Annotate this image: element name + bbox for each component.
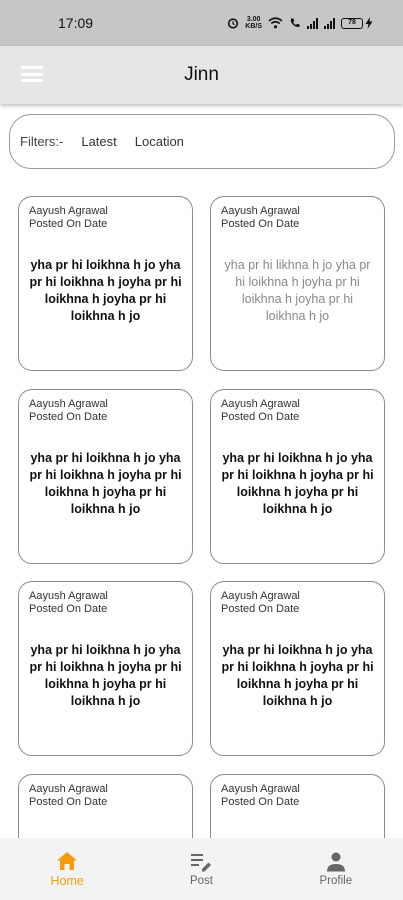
post-card[interactable] bbox=[18, 389, 193, 564]
post-date: Posted On Date bbox=[221, 218, 300, 230]
post-author: Aayush Agrawal bbox=[221, 783, 300, 795]
network-speed bbox=[245, 16, 262, 30]
battery-icon bbox=[341, 17, 373, 29]
status-time: 17:09 bbox=[58, 15, 94, 31]
nav-home[interactable] bbox=[17, 851, 117, 888]
nav-home-label: Home bbox=[50, 873, 84, 888]
post-date: Posted On Date bbox=[29, 603, 108, 615]
post-body: yha pr hi likhna h jo yha pr hi loikhna h joyha pr hi loikhna h joyha pr hi loikhna h jo bbox=[224, 258, 371, 323]
post-author: Aayush Agrawal bbox=[29, 590, 108, 602]
nav-post-label: Post bbox=[189, 874, 213, 887]
page-title: Jinn bbox=[184, 64, 219, 85]
post-body: yha pr hi loikhna h jo yha pr hi loikhna h joyha pr hi loikhna h joyha pr hi loikhna h jo bbox=[29, 451, 182, 516]
post-card[interactable] bbox=[210, 389, 385, 564]
post-author: Aayush Agrawal bbox=[29, 205, 108, 217]
post-date: Posted On Date bbox=[29, 218, 108, 230]
post-card[interactable] bbox=[18, 581, 193, 756]
post-date: Posted On Date bbox=[29, 796, 108, 808]
post-body: yha pr hi loikhna h jo yha pr hi loikhna h joyha pr hi loikhna h joyha pr hi loikhna h jo bbox=[221, 451, 374, 516]
nav-profile-label: Profile bbox=[319, 874, 353, 887]
hamburger-menu-icon[interactable] bbox=[21, 66, 43, 82]
post-card[interactable] bbox=[210, 581, 385, 756]
post-date: Posted On Date bbox=[221, 603, 300, 615]
nav-profile[interactable] bbox=[286, 852, 386, 887]
post-author: Aayush Agrawal bbox=[221, 398, 300, 410]
nav-post[interactable] bbox=[151, 852, 251, 887]
wifi-icon bbox=[268, 17, 283, 29]
post-date: Posted On Date bbox=[29, 411, 108, 423]
post-body: yha pr hi loikhna h jo yha pr hi loikhna h joyha pr hi loikhna h joyha pr hi loikhna h jo bbox=[29, 258, 182, 323]
post-author: Aayush Agrawal bbox=[221, 590, 300, 602]
person-icon bbox=[325, 852, 347, 872]
filters-label: Filters:- bbox=[20, 134, 64, 149]
post-card[interactable] bbox=[210, 196, 385, 371]
post-author: Aayush Agrawal bbox=[221, 205, 300, 217]
battery-level: 78 bbox=[341, 18, 363, 29]
charging-bolt-icon bbox=[365, 17, 373, 29]
network-speed-value: 3.00 bbox=[246, 16, 261, 23]
alarm-icon bbox=[227, 17, 239, 29]
filters-bar bbox=[9, 114, 395, 169]
home-icon bbox=[56, 851, 78, 871]
post-author: Aayush Agrawal bbox=[29, 783, 108, 795]
post-card[interactable] bbox=[18, 196, 193, 371]
filter-latest[interactable]: Latest bbox=[81, 134, 117, 149]
status-bar bbox=[0, 0, 403, 46]
app-bar bbox=[0, 46, 403, 104]
post-edit-icon bbox=[190, 852, 212, 872]
post-body: yha pr hi loikhna h jo yha pr hi loikhna h joyha pr hi loikhna h joyha pr hi loikhna h jo bbox=[221, 643, 374, 708]
bottom-navigation bbox=[0, 838, 403, 900]
post-date: Posted On Date bbox=[221, 796, 300, 808]
post-date: Posted On Date bbox=[221, 411, 300, 423]
filter-location[interactable]: Location bbox=[134, 134, 184, 149]
signal-icon-1 bbox=[307, 18, 318, 29]
signal-icon-2 bbox=[324, 18, 335, 29]
status-icons bbox=[227, 16, 373, 30]
post-author: Aayush Agrawal bbox=[29, 398, 108, 410]
network-speed-unit: KB/S bbox=[245, 23, 262, 30]
post-body: yha pr hi loikhna h jo yha pr hi loikhna h joyha pr hi loikhna h joyha pr hi loikhna h jo bbox=[29, 643, 182, 708]
call-icon bbox=[289, 17, 301, 29]
